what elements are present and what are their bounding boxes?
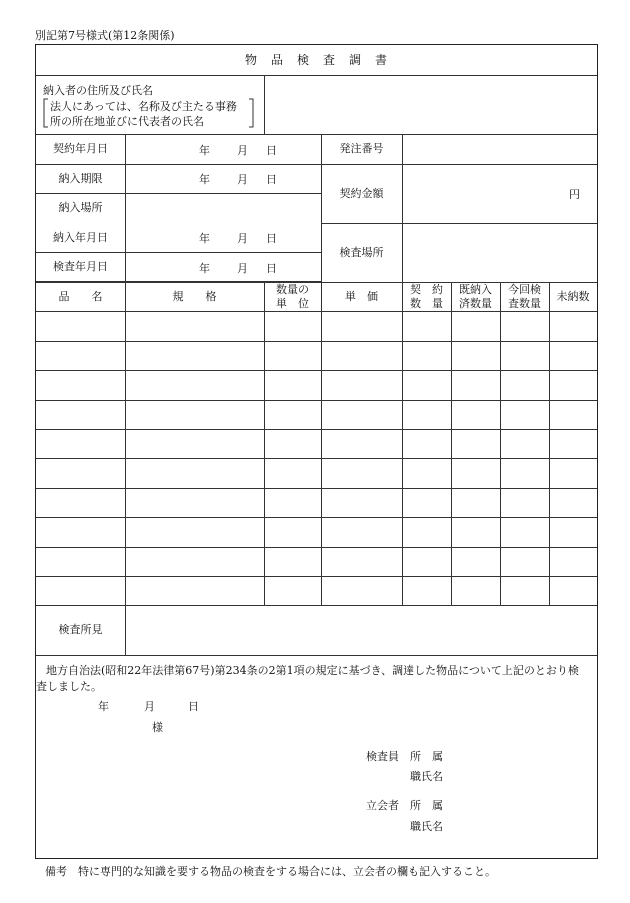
contract-amount-label: 契約金額 (339, 186, 384, 200)
item-cell-current-qty[interactable] (501, 430, 549, 458)
inspection-report-form (35, 44, 598, 859)
item-cell-contract-qty[interactable] (403, 488, 451, 516)
contract-date-label: 契約年月日 (53, 142, 108, 156)
supplier-input[interactable] (265, 76, 597, 134)
witness-name-label: 職氏名 (410, 820, 443, 833)
day-label: 日 (266, 262, 277, 275)
item-cell-undelivered[interactable] (550, 400, 597, 428)
col-header-unit-line1: 数量の (276, 282, 309, 296)
inspector-affiliation-input[interactable] (450, 748, 590, 764)
witness-name-input[interactable] (450, 818, 590, 834)
item-cell-spec[interactable] (126, 577, 264, 605)
right-bracket-icon (248, 98, 256, 128)
item-cell-contract-qty[interactable] (403, 312, 451, 340)
item-cell-contract-qty[interactable] (403, 518, 451, 546)
item-cell-undelivered[interactable] (550, 488, 597, 516)
supplier-label: 納入者の住所及び氏名 (43, 84, 153, 97)
inspector-role: 検査員 (366, 750, 399, 763)
rule (36, 655, 597, 656)
form-title: 物 品 検 査 調 書 (244, 52, 388, 67)
inspection-date-label: 検査年月日 (53, 260, 108, 274)
item-cell-spec[interactable] (126, 547, 264, 575)
col-header-current-line2: 査数量 (508, 296, 541, 310)
item-cell-price[interactable] (322, 518, 402, 546)
item-cell-name[interactable] (37, 547, 125, 575)
addressee-input[interactable] (56, 720, 146, 736)
col-header-spec: 規 格 (172, 289, 217, 303)
item-cell-price[interactable] (322, 488, 402, 516)
item-cell-delivered-qty[interactable] (452, 430, 500, 458)
addressee-suffix: 様 (152, 721, 163, 734)
item-cell-undelivered[interactable] (550, 547, 597, 575)
col-header-undelivered: 未納数 (556, 289, 590, 303)
item-cell-unit[interactable] (265, 341, 321, 369)
item-cell-spec[interactable] (126, 518, 264, 546)
item-cell-undelivered[interactable] (550, 371, 597, 399)
col-header-current-line1: 今回検 (508, 282, 541, 296)
item-cell-delivered-qty[interactable] (452, 577, 500, 605)
item-cell-delivered-qty[interactable] (452, 488, 500, 516)
delivery-deadline-label: 納入期限 (58, 171, 103, 185)
col-header-unit-line2: 単 位 (276, 296, 309, 310)
col-header-price: 単 価 (345, 289, 378, 303)
contract-date-field[interactable] (126, 135, 321, 164)
item-cell-name[interactable] (37, 400, 125, 428)
inspection-place-input[interactable] (403, 224, 597, 282)
year-label: 年 (199, 173, 210, 186)
col-header-contract-qty-line2: 数 量 (410, 296, 443, 310)
inspector-affiliation-label: 所 属 (410, 750, 443, 763)
col-header-delivered-line2: 済数量 (459, 296, 492, 310)
item-cell-contract-qty[interactable] (403, 547, 451, 575)
item-cell-unit[interactable] (265, 547, 321, 575)
statement-line1: 地方自治法(昭和22年法律第67号)第234条の2第1項の規定に基づき、調達した物品について上記のとおり検 (46, 664, 579, 677)
day-label: 日 (266, 232, 277, 245)
item-cell-current-qty[interactable] (501, 577, 549, 605)
item-cell-undelivered[interactable] (550, 459, 597, 487)
item-cell-contract-qty[interactable] (403, 430, 451, 458)
statement-line2: 査しました。 (36, 680, 102, 693)
item-cell-unit[interactable] (265, 371, 321, 399)
col-header-delivered-qty (451, 282, 500, 311)
supplier-note-line2: 所の所在地並びに代表者の氏名 (50, 115, 204, 128)
item-cell-spec[interactable] (126, 459, 264, 487)
item-cell-contract-qty[interactable] (403, 341, 451, 369)
item-cell-current-qty[interactable] (501, 488, 549, 516)
item-cell-delivered-qty[interactable] (452, 518, 500, 546)
order-number-label: 発注番号 (339, 142, 384, 156)
item-cell-name[interactable] (37, 430, 125, 458)
item-cell-current-qty[interactable] (501, 459, 549, 487)
remarks-note: 備考 特に専門的な知識を要する物品の検査をする場合には、立会者の欄も記入すること。 (45, 865, 496, 878)
inspection-date-field[interactable] (126, 253, 321, 282)
col-header-contract-qty (402, 282, 451, 311)
yen-unit: 円 (569, 188, 580, 201)
left-bracket-icon (41, 98, 49, 128)
month-label: 月 (237, 262, 248, 275)
inspector-name-input[interactable] (450, 768, 590, 784)
col-header-unit (264, 282, 321, 311)
supplier-note-line1: 法人にあっては、名称及び主たる事務 (50, 100, 237, 113)
item-cell-price[interactable] (322, 312, 402, 340)
item-cell-contract-qty[interactable] (403, 400, 451, 428)
item-cell-name[interactable] (37, 459, 125, 487)
item-cell-price[interactable] (322, 577, 402, 605)
item-cell-delivered-qty[interactable] (452, 371, 500, 399)
item-cell-spec[interactable] (126, 371, 264, 399)
witness-role: 立会者 (366, 799, 399, 812)
year-label: 年 (199, 144, 210, 157)
item-cell-spec[interactable] (126, 400, 264, 428)
item-cell-current-qty[interactable] (501, 518, 549, 546)
month-label: 月 (237, 144, 248, 157)
item-cell-price[interactable] (322, 371, 402, 399)
item-cell-current-qty[interactable] (501, 312, 549, 340)
item-cell-price[interactable] (322, 547, 402, 575)
inspector-name-label: 職氏名 (410, 770, 443, 783)
delivery-place-label: 納入場所 (58, 201, 103, 215)
item-cell-undelivered[interactable] (550, 518, 597, 546)
item-cell-contract-qty[interactable] (403, 371, 451, 399)
form-number: 別記第7号様式(第12条関係) (35, 29, 175, 42)
col-header-contract-qty-line1: 契 約 (410, 282, 443, 296)
item-cell-unit[interactable] (265, 518, 321, 546)
witness-affiliation-label: 所 属 (410, 799, 443, 812)
delivery-place-input[interactable] (126, 194, 321, 223)
item-cell-spec[interactable] (126, 430, 264, 458)
item-cell-current-qty[interactable] (501, 341, 549, 369)
item-cell-name[interactable] (37, 577, 125, 605)
item-cell-price[interactable] (322, 341, 402, 369)
month-label: 月 (237, 173, 248, 186)
item-cell-current-qty[interactable] (501, 547, 549, 575)
item-cell-undelivered[interactable] (550, 341, 597, 369)
item-cell-unit[interactable] (265, 459, 321, 487)
findings-label: 検査所見 (58, 623, 103, 637)
item-cell-unit[interactable] (265, 400, 321, 428)
item-cell-unit[interactable] (265, 312, 321, 340)
findings-input[interactable] (126, 606, 597, 655)
day-label: 日 (266, 173, 277, 186)
item-cell-name[interactable] (37, 371, 125, 399)
witness-affiliation-input[interactable] (450, 797, 590, 813)
item-cell-delivered-qty[interactable] (452, 547, 500, 575)
item-cell-price[interactable] (322, 459, 402, 487)
item-cell-contract-qty[interactable] (403, 577, 451, 605)
item-cell-name[interactable] (37, 518, 125, 546)
item-cell-name[interactable] (37, 488, 125, 516)
item-cell-price[interactable] (322, 400, 402, 428)
order-number-input[interactable] (403, 135, 597, 164)
statement-month: 月 (144, 700, 155, 713)
item-cell-name[interactable] (37, 341, 125, 369)
col-header-current-qty (500, 282, 549, 311)
statement-day: 日 (188, 700, 199, 713)
col-header-name: 品 名 (58, 289, 103, 303)
delivery-date-field[interactable] (126, 224, 321, 252)
year-label: 年 (199, 262, 210, 275)
item-cell-price[interactable] (322, 430, 402, 458)
item-cell-current-qty[interactable] (501, 371, 549, 399)
delivery-deadline-field[interactable] (126, 165, 321, 193)
year-label: 年 (199, 232, 210, 245)
item-cell-undelivered[interactable] (550, 430, 597, 458)
item-cell-contract-qty[interactable] (403, 459, 451, 487)
statement-year: 年 (98, 700, 109, 713)
item-cell-name[interactable] (37, 312, 125, 340)
delivery-date-label: 納入年月日 (53, 230, 108, 244)
item-cell-undelivered[interactable] (550, 312, 597, 340)
contract-amount-input[interactable] (403, 165, 597, 223)
item-cell-spec[interactable] (126, 341, 264, 369)
inspection-place-label: 検査場所 (339, 245, 384, 259)
item-cell-unit[interactable] (265, 577, 321, 605)
day-label: 日 (266, 144, 277, 157)
item-cell-spec[interactable] (126, 312, 264, 340)
month-label: 月 (237, 232, 248, 245)
item-cell-undelivered[interactable] (550, 577, 597, 605)
item-cell-unit[interactable] (265, 488, 321, 516)
item-cell-unit[interactable] (265, 430, 321, 458)
item-cell-delivered-qty[interactable] (452, 312, 500, 340)
item-cell-delivered-qty[interactable] (452, 459, 500, 487)
item-cell-current-qty[interactable] (501, 400, 549, 428)
item-cell-spec[interactable] (126, 488, 264, 516)
item-cell-delivered-qty[interactable] (452, 400, 500, 428)
item-cell-delivered-qty[interactable] (452, 341, 500, 369)
col-header-delivered-line1: 既納入 (459, 282, 492, 296)
